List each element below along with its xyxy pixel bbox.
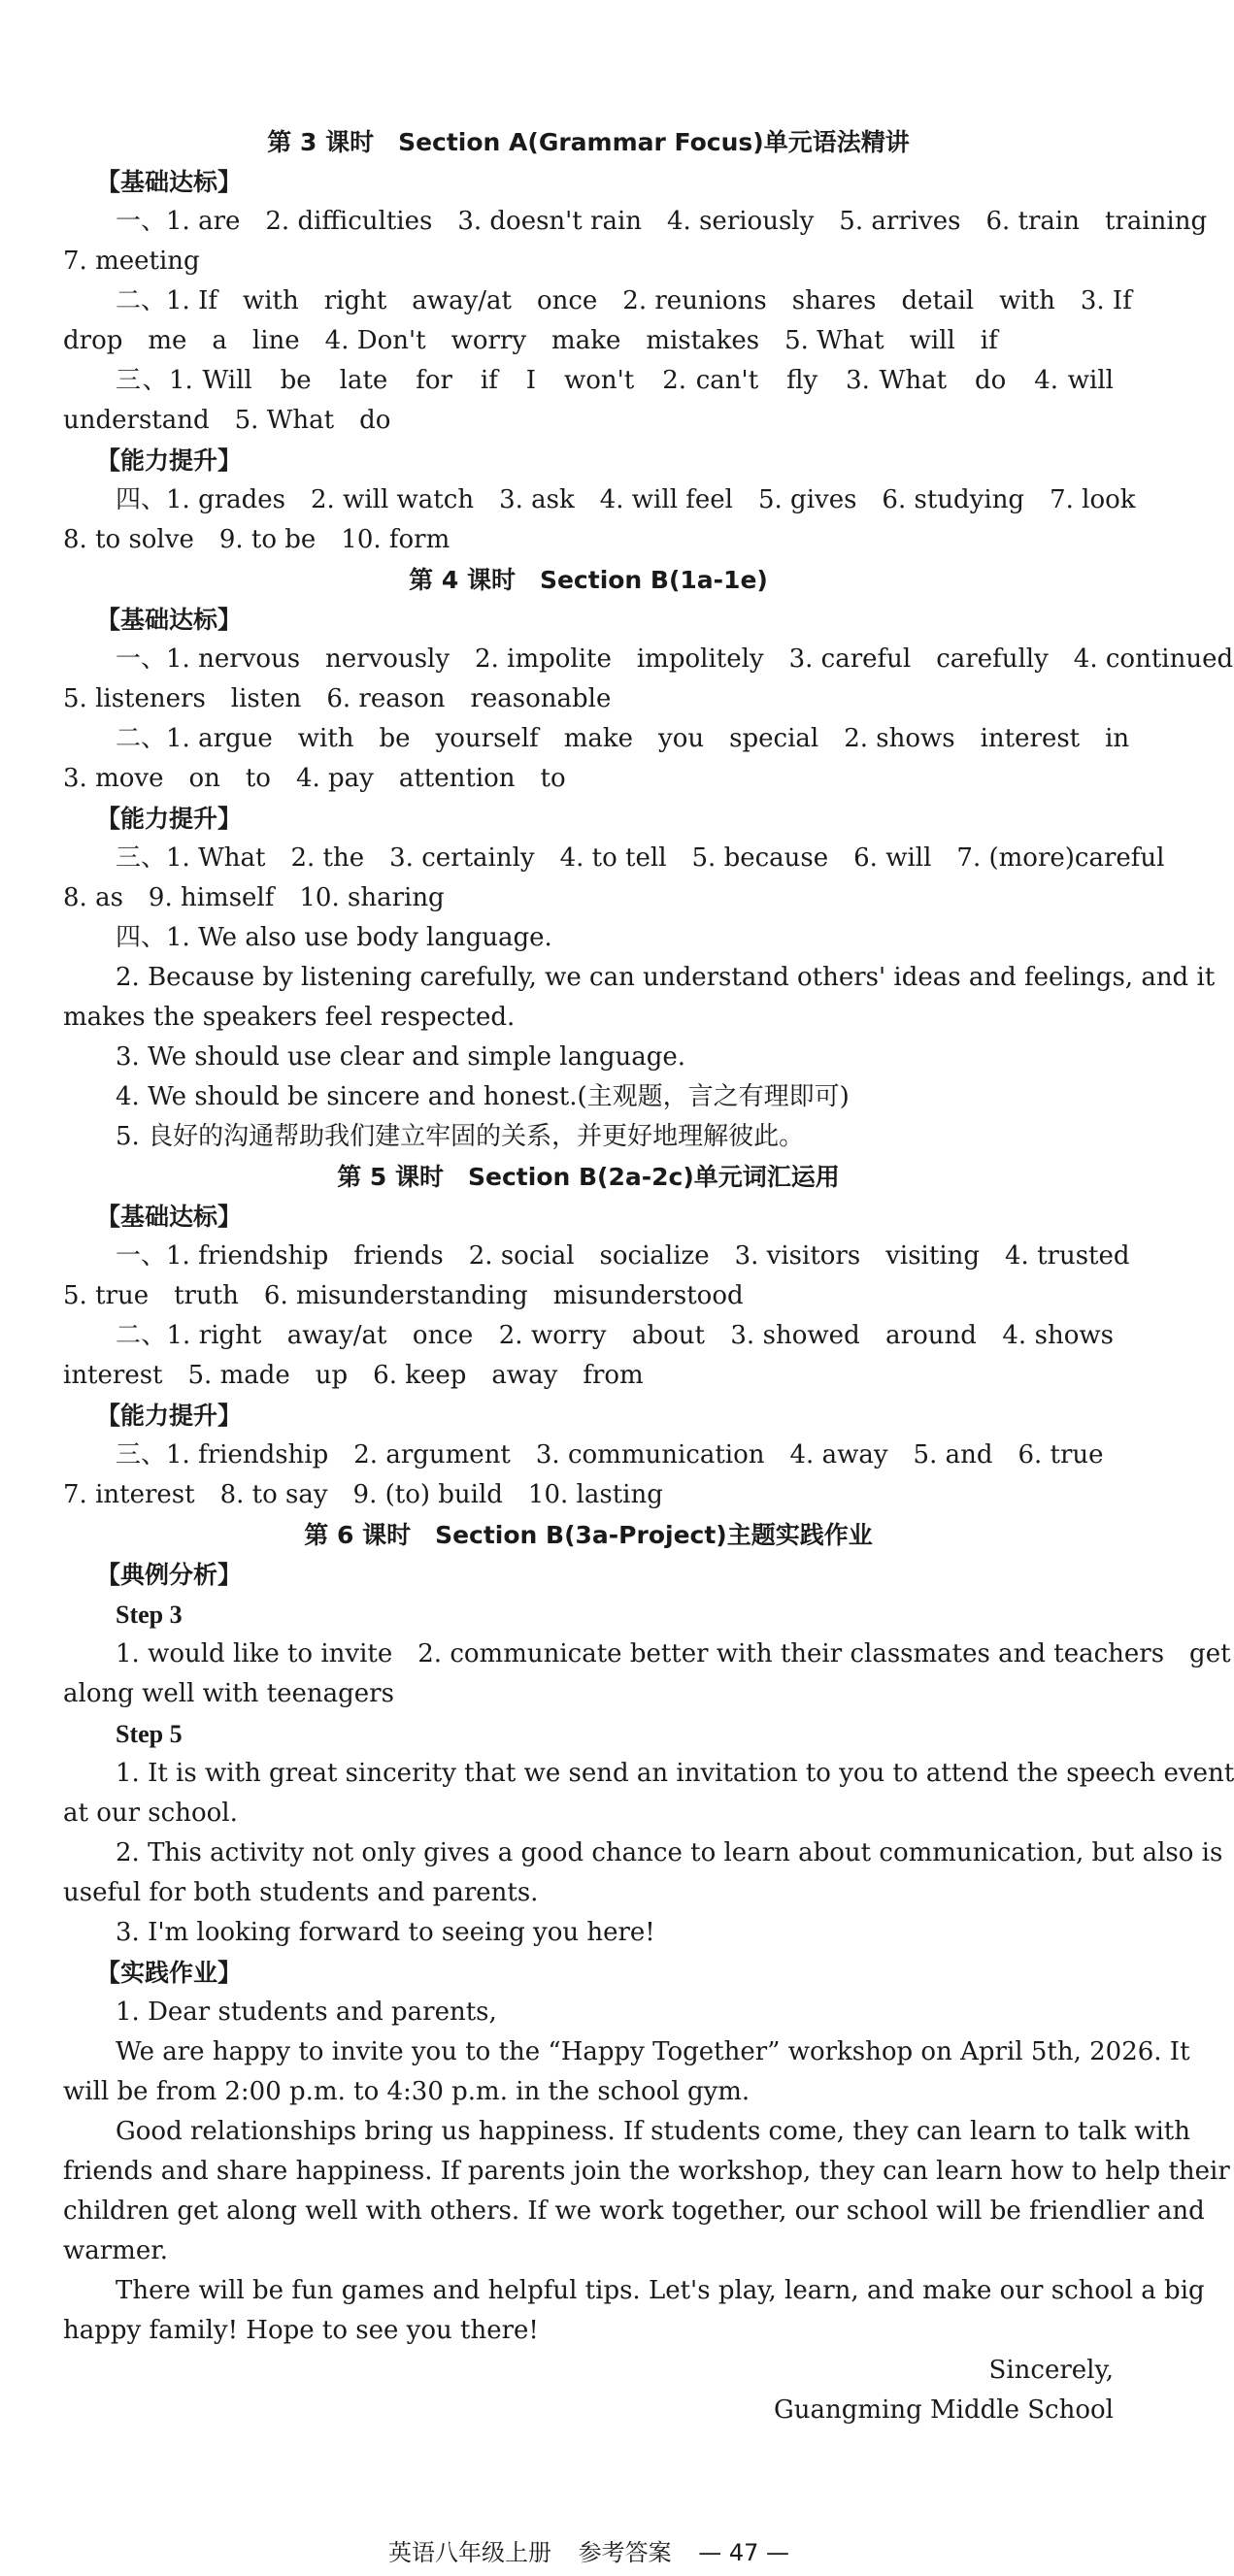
letter-line: will be from 2:00 p.m. to 4:30 p.m. in the school gym.: [63, 2077, 750, 2106]
letter-line: Good relationships bring us happiness. If students come, they can learn to talk with: [116, 2117, 1190, 2146]
answer-line: makes the speakers feel respected.: [63, 1003, 516, 1032]
answer-line: 二、1. right away/at once 2. worry about 3. showed around 4. shows: [116, 1321, 1114, 1350]
answer-line: 7. meeting: [63, 247, 200, 276]
answer-line: 一、1. nervous nervously 2. impolite impolitely 3. careful carefully 4. continued: [116, 644, 1234, 674]
section-heading-lesson-4: 第 4 课时 Section B(1a-1e): [409, 566, 768, 594]
answer-line: 三、1. friendship 2. argument 3. communication 4. away 5. and 6. true: [116, 1440, 1104, 1470]
answer-line: drop me a line 4. Don't worry make mistakes 5. What will if: [63, 326, 998, 355]
section-heading-lesson-6: 第 6 课时 Section B(3a-Project)主题实践作业: [304, 1521, 873, 1549]
answer-line: useful for both students and parents.: [63, 1878, 539, 1907]
label-basic: 【基础达标】: [96, 168, 243, 196]
answer-line: interest 5. made up 6. keep away from: [63, 1361, 644, 1390]
label-example-analysis: 【典例分析】: [96, 1561, 243, 1589]
answer-line: 1. It is with great sincerity that we send an invitation to you to attend the speech event: [116, 1759, 1234, 1788]
answer-line: 4. We should be sincere and honest.(主观题，言之有理即可): [116, 1082, 850, 1111]
letter-line: happy family! Hope to see you there!: [63, 2316, 539, 2345]
answer-line: 5. true truth 6. misunderstanding misunderstood: [63, 1281, 744, 1310]
answer-line: understand 5. What do: [63, 406, 391, 435]
answer-line: 1. would like to invite 2. communicate better with their classmates and teachers get: [116, 1639, 1231, 1668]
answer-line: 3. move on to 4. pay attention to: [63, 764, 566, 793]
footer-subject: 英语八年级上册: [387, 2539, 551, 2566]
label-advanced: 【能力提升】: [96, 446, 243, 475]
footer-section: 参考答案: [578, 2539, 672, 2566]
answer-line: 四、1. We also use body language.: [116, 923, 552, 952]
label-advanced: 【能力提升】: [96, 1402, 243, 1430]
answer-line: 8. to solve 9. to be 10. form: [63, 525, 450, 554]
letter-line: We are happy to invite you to the “Happy Together” workshop on April 5th, 2026. It: [116, 2037, 1190, 2066]
letter-line: children get along well with others. If we work together, our school will be friendlier and: [63, 2196, 1205, 2226]
page-footer: [0, 2538, 1178, 2567]
answer-line: 3. I'm looking forward to seeing you here!: [116, 1918, 655, 1947]
answer-line: 5. listeners listen 6. reason reasonable: [63, 684, 612, 713]
label-basic: 【基础达标】: [96, 606, 243, 634]
answer-line: 5. 良好的沟通帮助我们建立牢固的关系，并更好地理解彼此。: [116, 1122, 805, 1151]
label-advanced: 【能力提升】: [96, 805, 243, 833]
answer-line: at our school.: [63, 1799, 238, 1828]
letter-line: friends and share happiness. If parents join the workshop, they can learn how to help their: [63, 2157, 1230, 2186]
answer-line: 二、1. If with right away/at once 2. reunions shares detail with 3. If: [116, 286, 1132, 315]
label-basic: 【基础达标】: [96, 1203, 243, 1231]
answer-line: 一、1. friendship friends 2. social socialize 3. visitors visiting 4. trusted: [116, 1241, 1130, 1271]
answer-line: 7. interest 8. to say 9. (to) build 10. lasting: [63, 1480, 663, 1509]
section-heading-lesson-5: 第 5 课时 Section B(2a-2c)单元词汇运用: [337, 1163, 840, 1191]
letter-signature: Guangming Middle School: [774, 2395, 1114, 2425]
answer-line: 三、1. Will be late for if I won't 2. can't fly 3. What do 4. will: [116, 366, 1114, 395]
answer-line: 2. This activity not only gives a good chance to learn about communication, but also is: [116, 1838, 1223, 1867]
answer-line: 8. as 9. himself 10. sharing: [63, 883, 445, 912]
letter-line: warmer.: [63, 2236, 169, 2265]
letter-closing: Sincerely,: [988, 2356, 1114, 2385]
page-number: — 47 —: [698, 2539, 790, 2566]
answer-line: along well with teenagers: [63, 1679, 394, 1708]
letter-line: There will be fun games and helpful tips. Let's play, learn, and make our school a big: [116, 2276, 1205, 2305]
answer-line: 3. We should use clear and simple language.: [116, 1042, 686, 1072]
answer-line: 二、1. argue with be yourself make you special 2. shows interest in: [116, 724, 1130, 753]
answer-line: 一、1. are 2. difficulties 3. doesn't rain 4. seriously 5. arrives 6. train training: [116, 207, 1208, 236]
answer-line: 2. Because by listening carefully, we can understand others' ideas and feelings, and it: [116, 963, 1216, 992]
section-heading-lesson-3: 第 3 课时 Section A(Grammar Focus)单元语法精讲: [267, 128, 910, 156]
step-heading: Step 3: [116, 1601, 183, 1629]
step-heading: Step 5: [116, 1720, 183, 1748]
label-practice: 【实践作业】: [96, 1959, 243, 1987]
letter-greeting: 1. Dear students and parents,: [116, 1998, 497, 2027]
answer-line: 四、1. grades 2. will watch 3. ask 4. will feel 5. gives 6. studying 7. look: [116, 485, 1136, 514]
answer-line: 三、1. What 2. the 3. certainly 4. to tell 5. because 6. will 7. (more)careful: [116, 843, 1165, 873]
answer-key-page: [63, 122, 1234, 2430]
